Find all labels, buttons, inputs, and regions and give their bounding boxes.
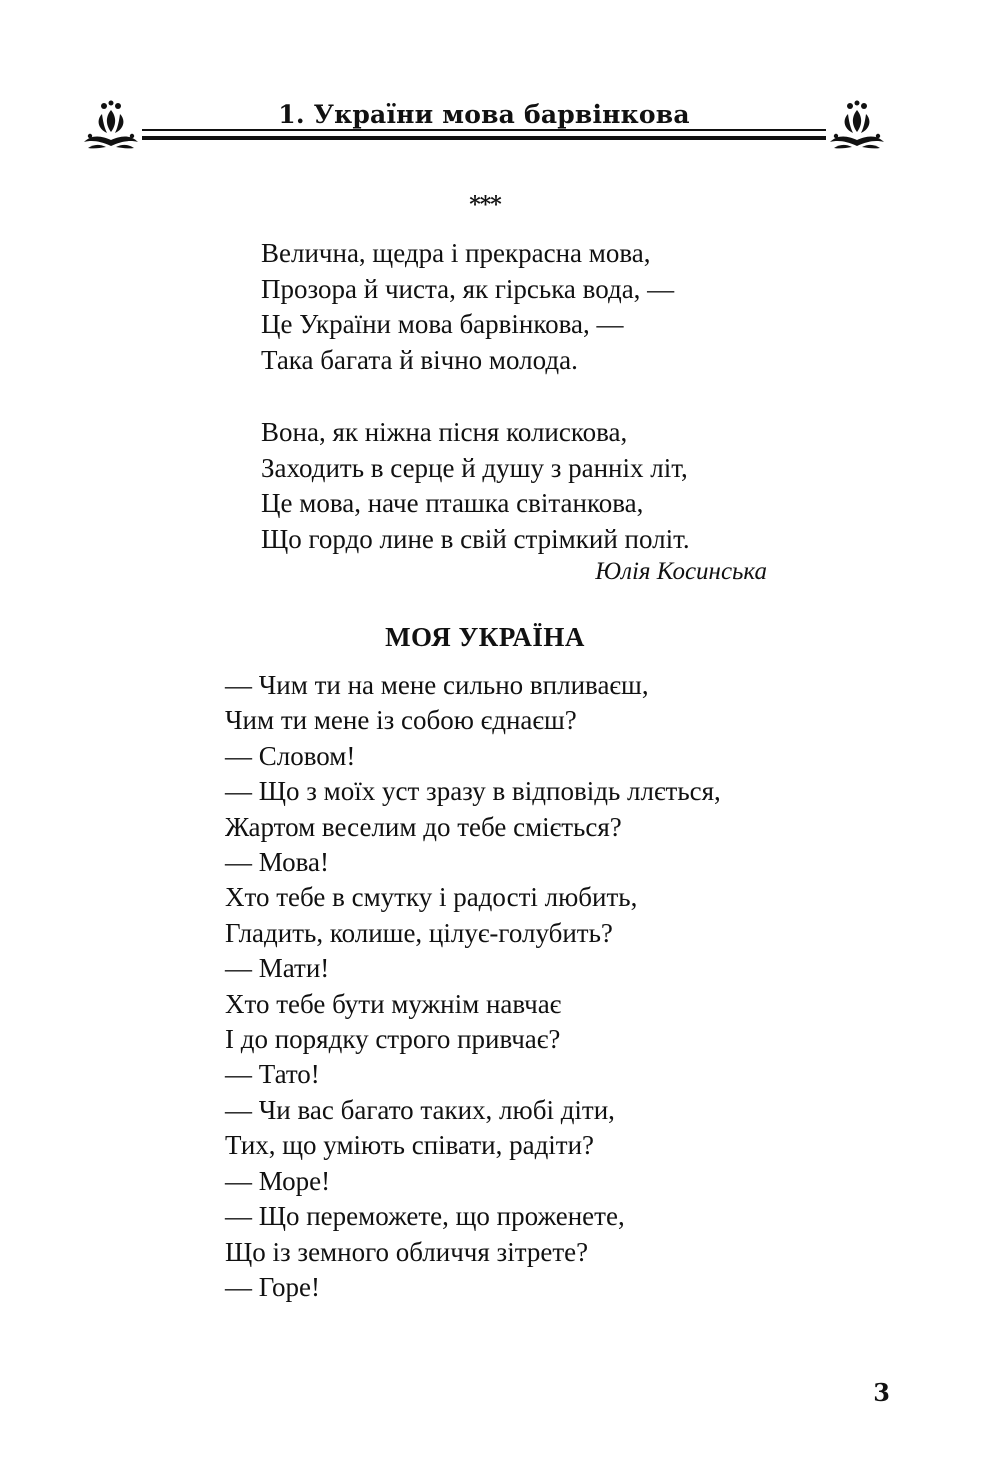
poem-line: Хто тебе бути мужнім навчає (225, 988, 562, 1019)
header-rule-thick (142, 136, 826, 140)
poem-line: — Що з моїх уст зразу в відповідь ллється, (225, 776, 721, 807)
poem-line: Це мова, наче пташка світанкова, (261, 488, 644, 518)
poem-line: Прозора й чиста, як гірська вода, — (261, 273, 675, 304)
poem-line: — Мати! (225, 953, 330, 984)
chapter-title: 1. України мова барвінкова (278, 100, 690, 129)
poem-line: — Тато! (225, 1059, 320, 1090)
poem-line: — Словом! (225, 740, 356, 771)
chapter-header (80, 96, 888, 166)
poem-line: Чим ти мене із собою єднаєш? (225, 705, 577, 736)
poem-separator: *** (469, 192, 501, 218)
poem-line: Жартом веселим до тебе сміється? (225, 811, 622, 842)
page-number: 3 (873, 1378, 890, 1407)
poem-title: МОЯ УКРАЇНА (385, 622, 585, 652)
poem-line: Заходить в серце й душу з ранніх літ, (261, 452, 688, 483)
poem-line: — Чи вас багато таких, любі діти, (225, 1094, 615, 1125)
poem-line: — Горе! (225, 1271, 320, 1302)
poem-line: Велична, щедра і прекрасна мова, (261, 238, 651, 268)
poem-line: І до порядку строго привчає? (225, 1024, 561, 1055)
poem-line: Гладить, колише, цілує-голубить? (225, 917, 613, 948)
poem-line: — Чим ти на мене сильно впливаєш, (225, 670, 649, 700)
stanza-gap (261, 378, 690, 415)
poem-1 (261, 236, 690, 557)
poem-line: Така багата й вічно молода. (261, 344, 578, 375)
poem-line: Хто тебе в смутку і радості любить, (225, 882, 638, 913)
poem-author: Юлія Косинська (595, 558, 767, 585)
poem-line: — Море! (225, 1165, 331, 1196)
poem-2 (225, 668, 721, 1305)
poem-line: Це України мова барвінкова, — (261, 309, 624, 339)
poem-line: Що гордо лине в свій стрімкий політ. (261, 523, 690, 554)
poem-line: — Що переможете, що проженете, (225, 1201, 625, 1232)
header-rule-thin (142, 129, 826, 131)
poem-line: — Мова! (225, 847, 329, 878)
poem-line: Вона, як ніжна пісня колискова, (261, 417, 628, 447)
poem-line: Що із земного обличчя зітрете? (225, 1236, 589, 1267)
floral-ornament-icon (826, 96, 888, 158)
poem-line: Тих, що уміють співати, радіти? (225, 1130, 595, 1161)
